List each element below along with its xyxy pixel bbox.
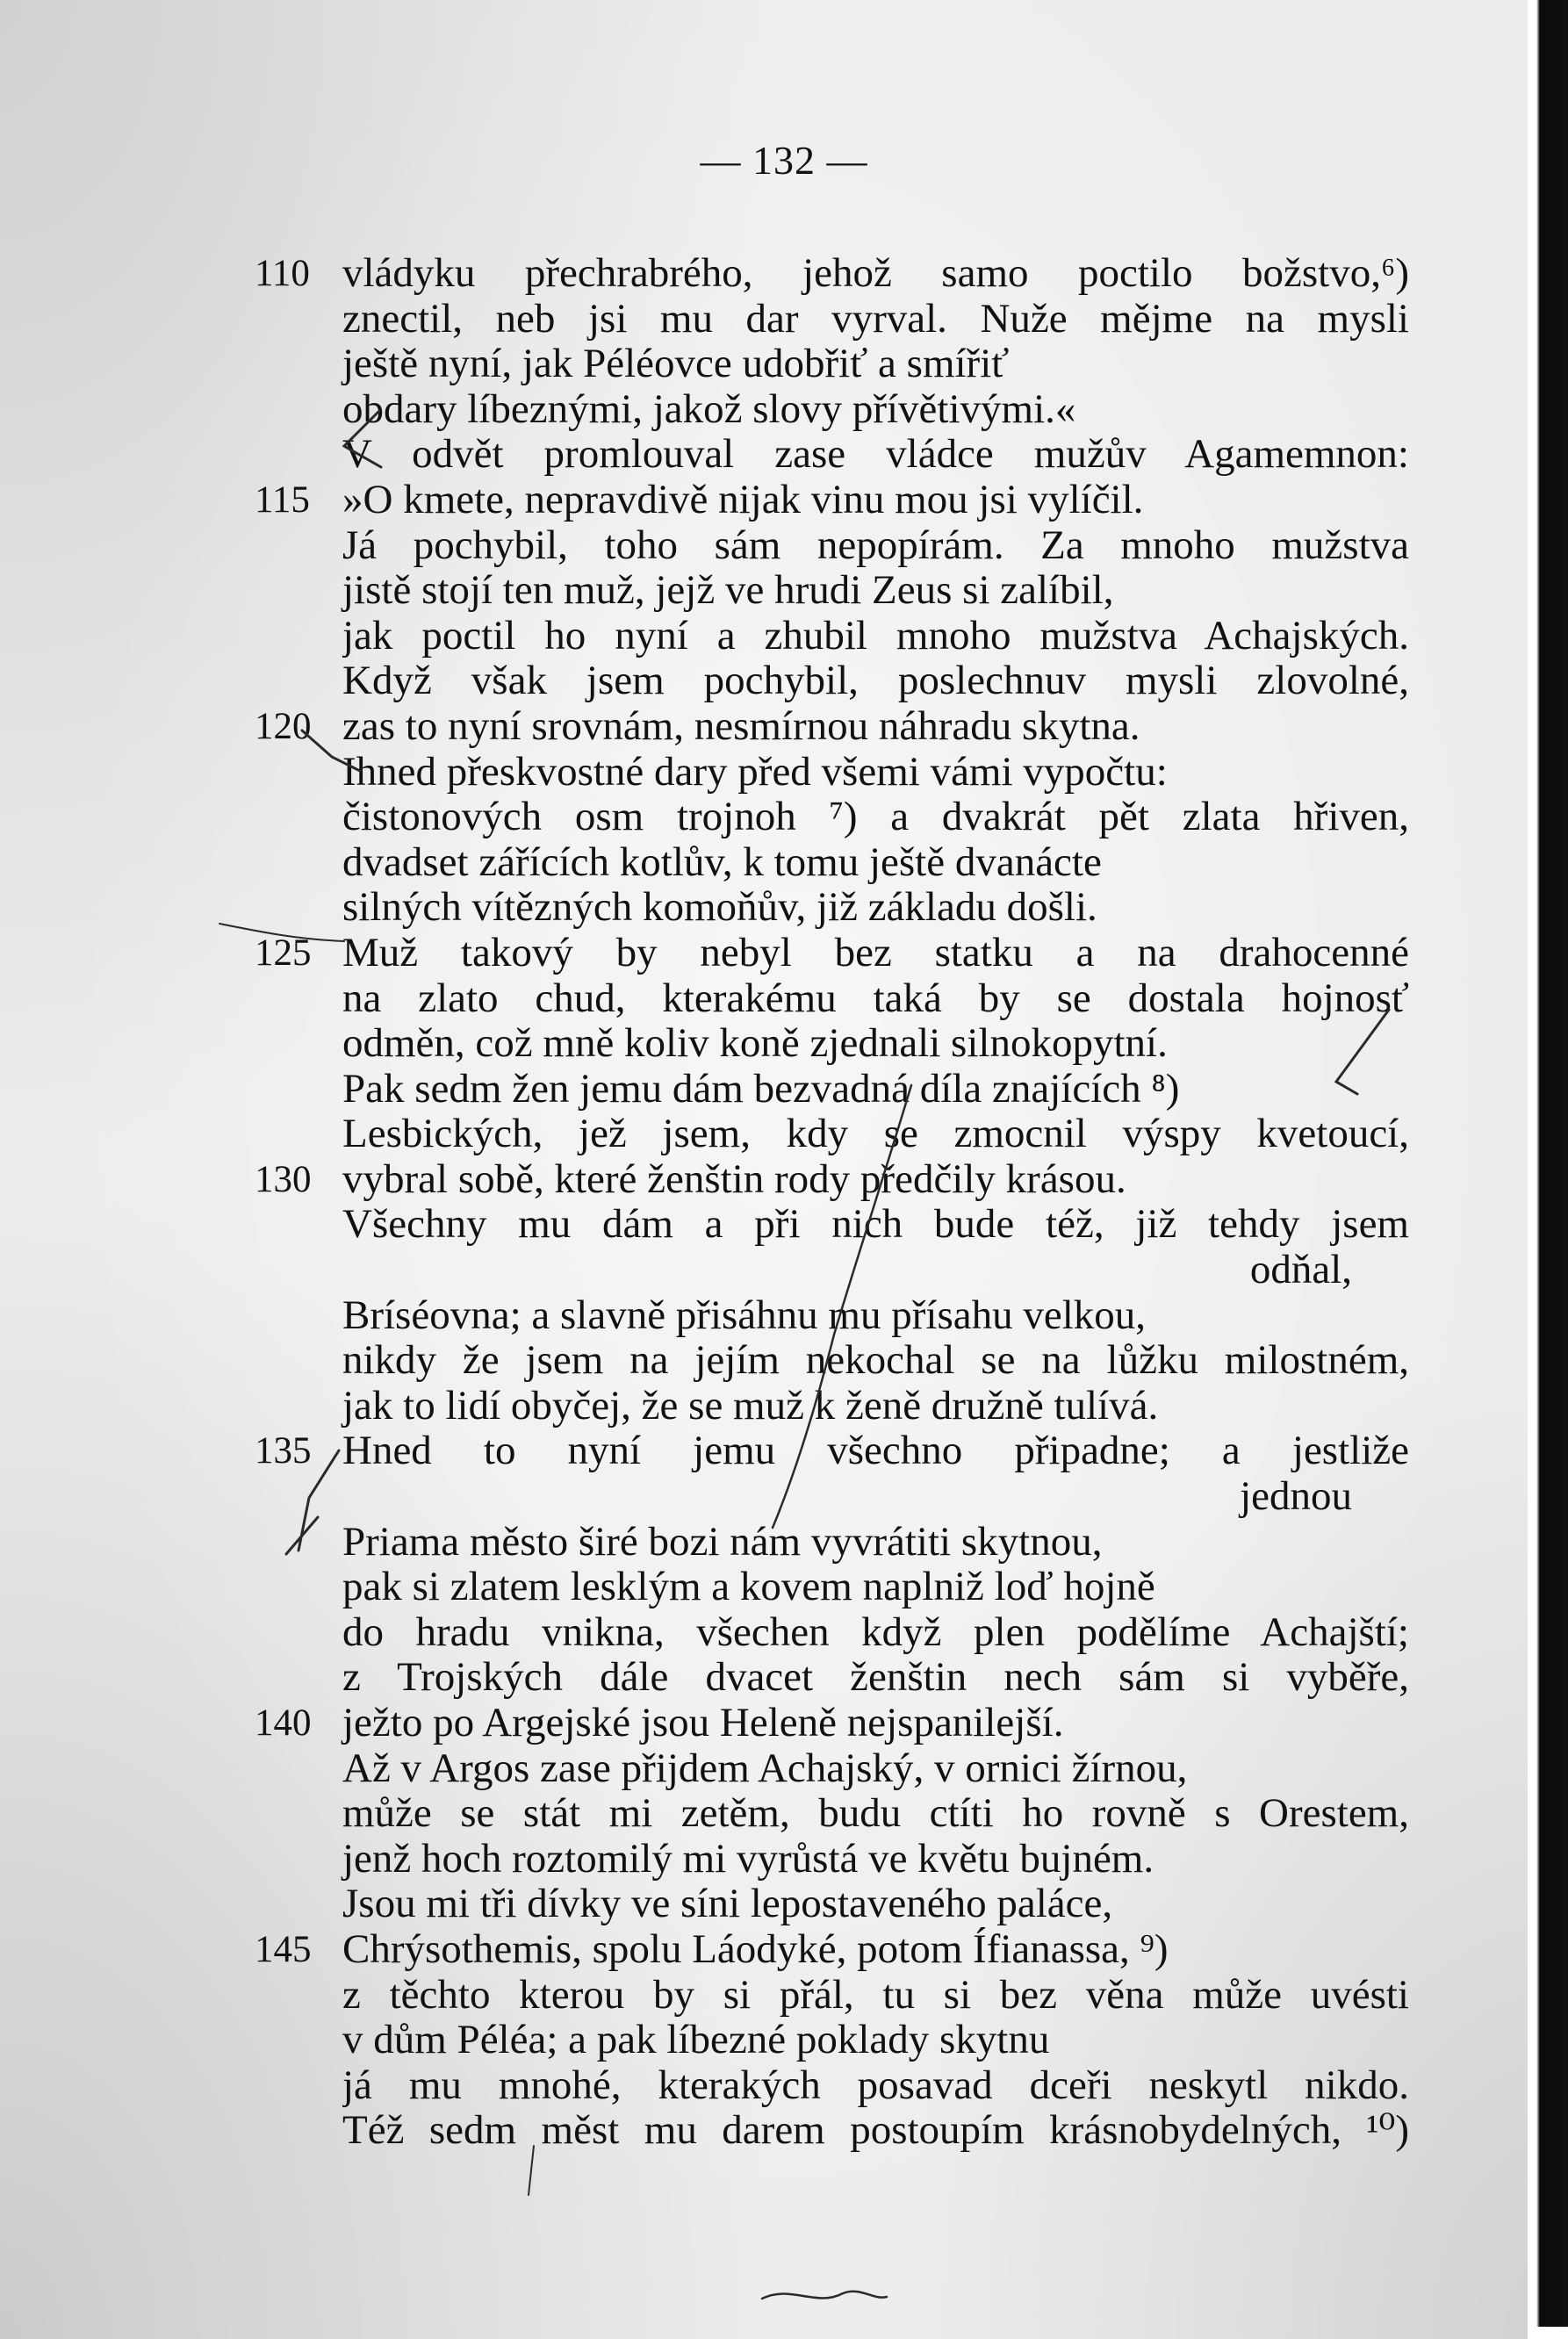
verse-text: nikdy že jsem na jejím nekochal se na lůžku milostném, [342,1338,1409,1384]
verse-line [255,1700,1409,1746]
verse-text: silných vítězných komoňův, již základu došli. [342,884,1097,931]
verse-line [342,1248,1409,1293]
verse-line [342,1338,1409,1384]
verse-text: Hned to nyní jemu všechno připadne; a jestliže [342,1429,1409,1474]
verse-text: z těchto kterou by si přál, tu si bez věna může uvésti [342,1972,1409,2018]
verse-text: Chrýsothemis, spolu Láodyké, potom Ífianassa, ⁹) [342,1925,1169,1972]
verse-line [342,2063,1409,2109]
poem-text-block [255,251,1409,2154]
verse-text: ježto po Argejské jsou Heleně nejspanilejší. [342,1700,1064,1745]
verse-line [342,1565,1409,1610]
verse-line [342,1021,1409,1067]
verse-text: Priama město širé bozi nám vyvrátiti skytnou, [342,1518,1103,1565]
verse-text: čistonových osm trojnoh ⁷) a dvakrát pět zlata hřiven, [342,795,1409,840]
line-number: 145 [255,1928,312,1970]
verse-line [255,251,1409,297]
verse-line [342,1067,1409,1112]
verse-text: v dům Péléa; a pak líbezné poklady skytnu [342,2017,1050,2063]
line-number: 120 [255,705,312,747]
verse-line [255,1155,1409,1203]
verse-line [342,1384,1409,1429]
verse-text: vládyku přechrabrého, jehož samo poctilo božstvo,⁶) [342,251,1409,296]
verse-text: znectil, neb jsi mu dar vyrval. Nuže mějme na mysli [342,296,1409,342]
verse-text: V odvět promlouval zase vládce mužův Agamemnon: [342,432,1409,478]
verse-text: Ihned přeskvostné dary před všemi vámi vypočtu: [342,748,1168,795]
verse-line [342,750,1409,795]
verse-text: do hradu vnikna, všechen když plen podělíme Achajští; [342,1609,1409,1655]
verse-text: jistě stojí ten muž, jejž ve hrudi Zeus si zalíbil, [342,567,1114,614]
verse-text: Jsou mi tři dívky ve síni lepostaveného paláce, [342,1881,1113,1927]
verse-line [342,1746,1409,1792]
verse-text: Muž takový by nebyl bez statku a na drahocenné [342,930,1409,975]
page-binding-gap [1528,2327,1568,2339]
verse-text: Lesbických, jež jsem, kdy se zmocnil výspy kvetoucí, [342,1112,1409,1157]
verse-text: vybral sobě, které ženštin rody předčily krásou. [342,1155,1126,1202]
verse-text: dvadset zářících kotlův, k tomu ještě dvanácte [342,838,1102,885]
verse-text: jenž hoch roztomilý mi vyrůstá ve květu bujném. [342,1835,1154,1882]
line-number: 115 [255,479,310,521]
verse-line [342,568,1409,614]
verse-text: Když však jsem pochybil, poslechnuv mysli zlovolné, [342,659,1409,704]
page-binding-edge [1528,0,1568,2339]
pencil-tick-mark [286,1517,318,1554]
verse-line [342,1655,1409,1701]
verse-text: odměn, což mně koliv koně zjednali silnokopytní. [342,1020,1168,1067]
verse-text: obdary líbeznými, jakož slovy přívětivými.« [342,385,1076,432]
verse-line [342,523,1409,569]
verse-text: jednou [1240,1473,1352,1520]
verse-text: ještě nyní, jak Péléovce udobřiť a smířiť [342,341,1010,387]
page-number: — 132 — [700,138,868,183]
verse-line [342,659,1409,704]
verse-text: z Trojských dále dvacet ženštin nech sám si vyběře, [342,1655,1409,1701]
verse-line [342,1882,1409,1927]
verse-line [342,1610,1409,1656]
verse-text: na zlato chud, kterakému taká by se dostala hojnosť [342,975,1409,1021]
line-number: 125 [255,932,312,974]
line-number: 130 [255,1158,312,1200]
verse-line [342,1837,1409,1882]
verse-line [342,1474,1409,1520]
verse-text: já mu mnohé, kterakých posavad dceři neskytl nikdo. [342,2062,1409,2108]
line-number: 110 [255,253,310,294]
line-number: 140 [255,1702,312,1744]
verse-text: Též sedm měst mu darem postoupím krásnobydelných, ¹⁰) [342,2108,1409,2154]
verse-line [342,1202,1409,1248]
verse-line [342,387,1409,433]
verse-line [342,1791,1409,1837]
verse-line [255,1925,1409,1973]
pencil-swash-mark [762,2292,887,2299]
verse-text: »O kmete, nepravdivě nijak vinu mou jsi vylíčil. [342,476,1144,522]
verse-line [255,476,1409,523]
verse-text: pak si zlatem lesklým a kovem naplniž loď hojně [342,1564,1155,1610]
verse-text: jak to lidí obyčej, že se muž k ženě družně tulívá. [342,1382,1159,1429]
verse-line [255,1429,1409,1474]
verse-text: může se stát mi zetěm, budu ctíti ho rovně s Orestem, [342,1791,1409,1837]
verse-line [342,840,1409,886]
verse-line [342,2018,1409,2063]
verse-text: Všechny mu dám a při nich bude též, již tehdy jsem [342,1202,1409,1248]
verse-line [342,885,1409,931]
verse-text: Já pochybil, toho sám nepopírám. Za mnoho mužstva [342,522,1409,568]
verse-text: Až v Argos zase přijdem Achajský, v ornici žírnou, [342,1745,1188,1791]
verse-line [255,930,1409,976]
verse-line [342,1973,1409,2019]
verse-text: Bríséovna; a slavně přisáhnu mu přísahu velkou, [342,1292,1147,1338]
verse-line [342,432,1409,478]
verse-text: zas to nyní srovnám, nesmírnou náhradu skytna. [342,702,1140,749]
verse-line [255,702,1409,750]
verse-text: odňal, [1249,1247,1352,1293]
verse-text: Pak sedm žen jemu dám bezvadná díla znajících ⁸) [342,1065,1180,1112]
verse-line [342,614,1409,659]
verse-line [342,1112,1409,1157]
verse-line [342,1293,1409,1339]
verse-text: jak poctil ho nyní a zhubil mnoho mužstva Achajských. [342,613,1409,659]
verse-line [342,1520,1409,1565]
verse-line [342,795,1409,840]
verse-line [342,342,1409,387]
verse-line [342,297,1409,342]
line-number: 135 [255,1430,312,1472]
verse-line [342,2108,1409,2154]
verse-line [342,976,1409,1022]
